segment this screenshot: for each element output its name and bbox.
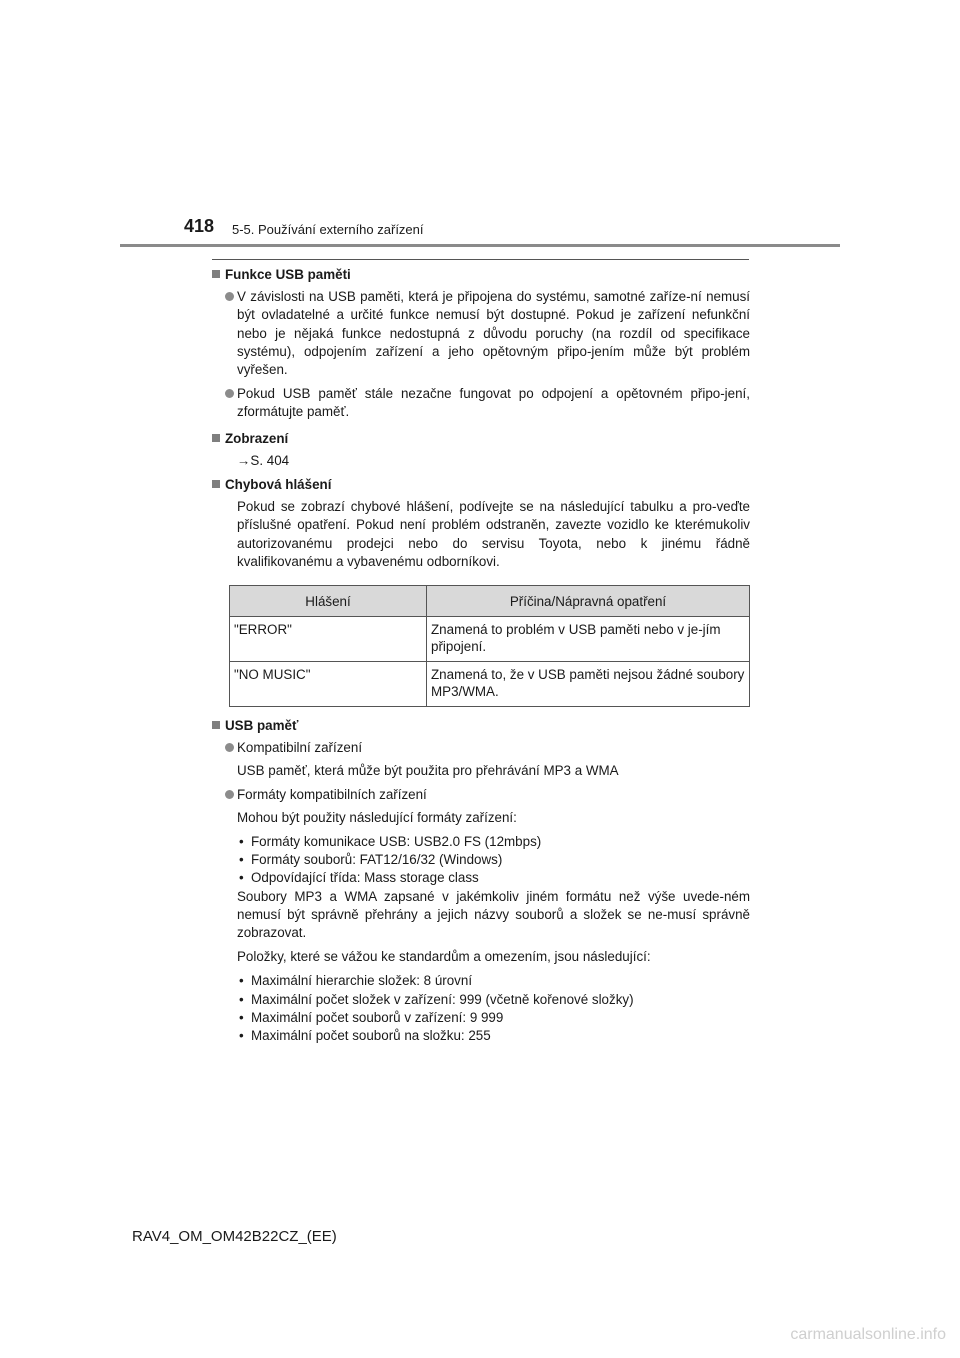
list-item-text: Formáty souborů: FAT12/16/32 (Windows) xyxy=(251,852,503,868)
list-item xyxy=(237,833,750,851)
heading-text: USB paměť xyxy=(225,718,299,734)
bullet-item xyxy=(212,786,750,804)
page-content xyxy=(212,266,750,1045)
bullet-item xyxy=(212,385,750,421)
heading-text: Chybová hlášení xyxy=(225,477,332,493)
square-bullet-icon xyxy=(212,480,220,488)
bullet-item xyxy=(212,288,750,379)
bullet-text: Formáty kompatibilních zařízení xyxy=(237,786,427,802)
list-item xyxy=(237,972,750,990)
round-bullet-icon xyxy=(225,389,234,398)
heading-text: Zobrazení xyxy=(225,430,289,446)
table-cell-action: Znamená to problém v USB paměti nebo v je-jím připojení. xyxy=(427,617,750,662)
table-header-cell: Hlášení xyxy=(230,586,427,617)
list-item xyxy=(237,991,750,1009)
bullet-text: V závislosti na USB paměti, která je připojena do systému, samotné zaříze-ní nemusí být ovladatelné a určité funkce nemusí být dostupné. Pokud je zařízení nefunkční nebo je nějaká funkce nedostupná z důvodu poruchy (na rozdíl od specifikace systému), odpojením zařízení a jeho opětovným připo-jením může být problém vyřešen. xyxy=(237,289,750,378)
table-cell-message: "NO MUSIC" xyxy=(230,662,427,707)
list-item-text: Odpovídající třída: Mass storage class xyxy=(251,870,479,886)
list-item-text: Maximální počet souborů na složku: 255 xyxy=(251,1028,491,1044)
bullet-item xyxy=(212,739,750,757)
dot-marker-icon: • xyxy=(239,870,244,886)
formats-intro-text: Mohou být použity následující formáty zařízení: xyxy=(237,809,517,825)
page-reference-link[interactable]: →S. 404 xyxy=(237,452,290,468)
dot-marker-icon: • xyxy=(239,1028,244,1044)
dot-marker-icon: • xyxy=(239,1009,244,1025)
error-message-table xyxy=(229,585,750,707)
limits-intro-text: Položky, které se vážou ke standardům a omezením, jsou následující: xyxy=(237,949,651,965)
formats-note-text: Soubory MP3 a WMA zapsané v jakémkoliv jiném formátu než výše uvede-ném nemusí být správně přehrány a jejich názvy souborů a složek se ne-musí správně zobrazovat. xyxy=(237,888,750,941)
dot-marker-icon: • xyxy=(239,834,244,850)
bullet-text: Kompatibilní zařízení xyxy=(237,740,363,756)
document-code: RAV4_OM_OM42B22CZ_(EE) xyxy=(132,1228,337,1245)
watermark: carmanualsonline.info xyxy=(790,1326,946,1343)
table-row xyxy=(230,617,750,662)
dot-marker-icon: • xyxy=(239,973,244,989)
table-cell-action: Znamená to, že v USB paměti nejsou žádné soubory MP3/WMA. xyxy=(427,662,750,707)
table-header-cell: Příčina/Nápravná opatření xyxy=(427,586,750,617)
page-number: 418 xyxy=(184,216,215,236)
header-rule xyxy=(120,244,840,247)
list-item-text: Formáty komunikace USB: USB2.0 FS (12mbps) xyxy=(251,834,542,850)
heading-text: Funkce USB paměti xyxy=(225,267,351,282)
heading-usb-memory xyxy=(212,717,750,735)
heading-usb-function xyxy=(212,266,750,284)
table-header-row xyxy=(230,586,750,617)
formats-list xyxy=(212,833,750,888)
square-bullet-icon xyxy=(212,721,220,729)
dot-marker-icon: • xyxy=(239,991,244,1007)
round-bullet-icon xyxy=(225,292,234,301)
bullet-text: Pokud USB paměť stále nezačne fungovat po odpojení a opětovném připo-jení, zformátujte paměť. xyxy=(237,386,750,420)
list-item-text: Maximální počet souborů v zařízení: 9 999 xyxy=(251,1009,504,1025)
content-top-rule xyxy=(212,259,749,260)
round-bullet-icon xyxy=(225,790,234,799)
list-item xyxy=(237,1009,750,1027)
round-bullet-icon xyxy=(225,743,234,752)
square-bullet-icon xyxy=(212,270,220,278)
error-messages-text: Pokud se zobrazí chybové hlášení, podívejte se na následující tabulku a pro-veďte příslušné opatření. Pokud není problém odstraněn, zavezte vozidlo ke kterémukoliv autorizovanému prodejci nebo do servisu Toyota, nebo k jinému řádně kvalifikovanému a vybavenému odborníkovi. xyxy=(237,499,750,569)
square-bullet-icon xyxy=(212,434,220,442)
list-item-text: Maximální hierarchie složek: 8 úrovní xyxy=(251,973,473,989)
bullet-detail-text: USB paměť, která může být použita pro přehrávání MP3 a WMA xyxy=(237,763,619,779)
list-item xyxy=(237,851,750,869)
table-row xyxy=(230,662,750,707)
list-item-text: Maximální počet složek v zařízení: 999 (včetně kořenové složky) xyxy=(251,991,634,1007)
section-title: 5-5. Používání externího zařízení xyxy=(232,222,424,237)
heading-display xyxy=(212,430,750,448)
heading-error-messages xyxy=(212,476,750,494)
table-cell-message: "ERROR" xyxy=(230,617,427,662)
list-item xyxy=(237,1027,750,1045)
list-item xyxy=(237,869,750,887)
dot-marker-icon: • xyxy=(239,852,244,868)
limits-list xyxy=(212,972,750,1045)
